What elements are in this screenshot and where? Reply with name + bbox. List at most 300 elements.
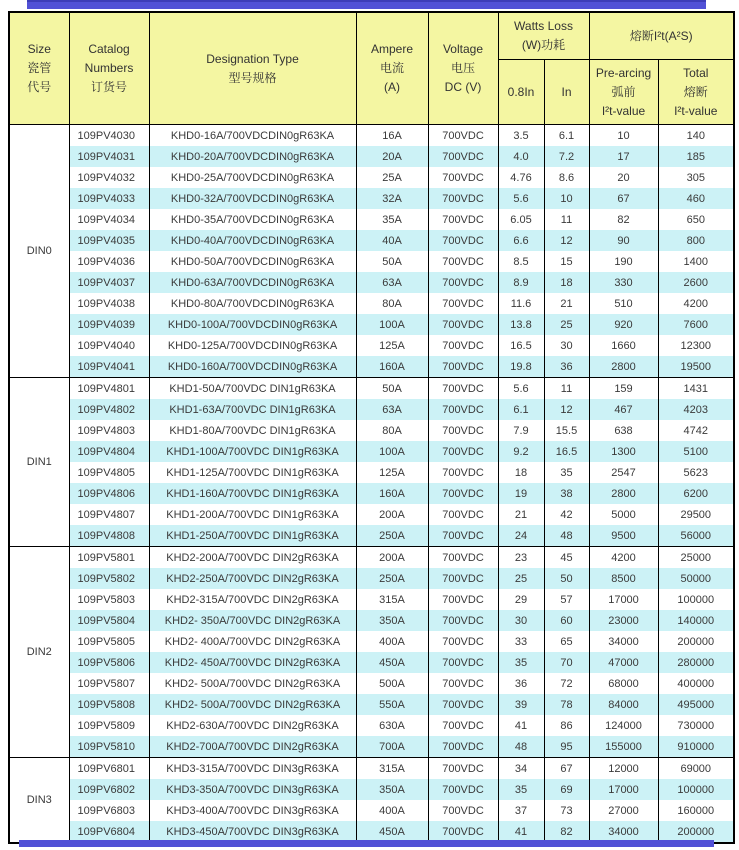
catalog-cell: 109PV4036 [69,251,149,272]
voltage-cell: 700VDC [428,504,498,525]
watts-08in-cell: 35 [498,779,544,800]
header-prearcing-line1: Pre-arcing [595,65,652,80]
table-row [9,631,734,652]
watts-in-cell: 57 [544,589,589,610]
table-body [9,125,734,844]
watts-in-cell: 86 [544,715,589,736]
voltage-cell: 700VDC [428,610,498,631]
designation-cell: KHD2- 500A/700VDC DIN2gR63KA [149,673,356,694]
voltage-cell: 700VDC [428,652,498,673]
total-i2t-cell: 160000 [658,800,734,821]
table-row [9,694,734,715]
watts-in-cell: 7.2 [544,146,589,167]
catalog-cell: 109PV4033 [69,188,149,209]
designation-cell: KHD0-35A/700VDCDIN0gR63KA [149,209,356,230]
watts-08in-cell: 5.6 [498,378,544,400]
total-i2t-cell: 140000 [658,610,734,631]
ampere-cell: 160A [356,356,428,378]
header-voltage-line1: Voltage [442,42,484,56]
total-i2t-cell: 4200 [658,293,734,314]
watts-08in-cell: 39 [498,694,544,715]
table-row [9,399,734,420]
header-size-line2: 瓷管 [27,61,52,75]
watts-08in-cell: 4.76 [498,167,544,188]
designation-cell: KHD3-400A/700VDC DIN3gR63KA [149,800,356,821]
table-row [9,673,734,694]
header-size-line1: Size [27,42,51,56]
table-row [9,420,734,441]
prearcing-i2t-cell: 10 [589,125,658,147]
ampere-cell: 630A [356,715,428,736]
header-voltage-line3: DC (V) [444,80,482,94]
watts-08in-cell: 21 [498,504,544,525]
designation-cell: KHD1-63A/700VDC DIN1gR63KA [149,399,356,420]
watts-in-cell: 35 [544,462,589,483]
watts-in-cell: 95 [544,736,589,758]
watts-08in-cell: 41 [498,715,544,736]
ampere-cell: 200A [356,504,428,525]
table-row [9,293,734,314]
watts-in-cell: 82 [544,821,589,843]
col-header-in: In [544,60,589,125]
table-row [9,547,734,569]
watts-08in-cell: 4.0 [498,146,544,167]
total-i2t-cell: 5623 [658,462,734,483]
total-i2t-cell: 69000 [658,758,734,780]
watts-08in-cell: 6.1 [498,399,544,420]
total-i2t-cell: 400000 [658,673,734,694]
col-header-08in: 0.8In [498,60,544,125]
total-i2t-cell: 910000 [658,736,734,758]
watts-08in-cell: 23 [498,547,544,569]
watts-in-cell: 45 [544,547,589,569]
table-row [9,209,734,230]
watts-in-cell: 78 [544,694,589,715]
table-row [9,441,734,462]
total-i2t-cell: 495000 [658,694,734,715]
prearcing-i2t-cell: 190 [589,251,658,272]
voltage-cell: 700VDC [428,272,498,293]
watts-in-cell: 18 [544,272,589,293]
watts-in-cell: 60 [544,610,589,631]
total-i2t-cell: 5100 [658,441,734,462]
designation-cell: KHD1-160A/700VDC DIN1gR63KA [149,483,356,504]
watts-08in-cell: 19.8 [498,356,544,378]
col-header-watts-loss [498,12,589,60]
table-row [9,251,734,272]
total-i2t-cell: 1400 [658,251,734,272]
watts-08in-cell: 11.6 [498,293,544,314]
table-row [9,188,734,209]
prearcing-i2t-cell: 90 [589,230,658,251]
watts-in-cell: 48 [544,525,589,547]
catalog-cell: 109PV5807 [69,673,149,694]
designation-cell: KHD0-80A/700VDCDIN0gR63KA [149,293,356,314]
header-designation-line2: 型号规格 [228,70,277,85]
catalog-cell: 109PV4034 [69,209,149,230]
ampere-cell: 80A [356,293,428,314]
catalog-cell: 109PV5810 [69,736,149,758]
col-header-voltage [428,12,498,125]
catalog-cell: 109PV4031 [69,146,149,167]
header-ampere-line1: Ampere [370,42,414,56]
watts-08in-cell: 25 [498,568,544,589]
fuse-spec-table [8,11,735,844]
catalog-cell: 109PV5803 [69,589,149,610]
watts-08in-cell: 29 [498,589,544,610]
ampere-cell: 250A [356,568,428,589]
size-group-cell: DIN1 [9,378,69,547]
voltage-cell: 700VDC [428,483,498,504]
watts-in-cell: 25 [544,314,589,335]
prearcing-i2t-cell: 124000 [589,715,658,736]
watts-in-cell: 50 [544,568,589,589]
watts-08in-cell: 9.2 [498,441,544,462]
table-row [9,736,734,758]
voltage-cell: 700VDC [428,125,498,147]
header-ampere-line3: (A) [384,80,400,94]
watts-in-cell: 10 [544,188,589,209]
catalog-cell: 109PV4807 [69,504,149,525]
voltage-cell: 700VDC [428,420,498,441]
voltage-cell: 700VDC [428,314,498,335]
prearcing-i2t-cell: 17 [589,146,658,167]
watts-08in-cell: 35 [498,652,544,673]
voltage-cell: 700VDC [428,230,498,251]
designation-cell: KHD0-50A/700VDCDIN0gR63KA [149,251,356,272]
total-i2t-cell: 7600 [658,314,734,335]
voltage-cell: 700VDC [428,167,498,188]
voltage-cell: 700VDC [428,568,498,589]
total-i2t-cell: 56000 [658,525,734,547]
prearcing-i2t-cell: 84000 [589,694,658,715]
watts-in-cell: 65 [544,631,589,652]
catalog-cell: 109PV4032 [69,167,149,188]
watts-in-cell: 36 [544,356,589,378]
voltage-cell: 700VDC [428,631,498,652]
ampere-cell: 80A [356,420,428,441]
header-watts-line1: Watts Loss [514,19,573,33]
watts-08in-cell: 34 [498,758,544,780]
table-row [9,483,734,504]
designation-cell: KHD0-20A/700VDCDIN0gR63KA [149,146,356,167]
col-header-ampere [356,12,428,125]
ampere-cell: 315A [356,758,428,780]
ampere-cell: 400A [356,800,428,821]
catalog-cell: 109PV4801 [69,378,149,400]
voltage-cell: 700VDC [428,146,498,167]
watts-in-cell: 15 [544,251,589,272]
voltage-cell: 700VDC [428,715,498,736]
voltage-cell: 700VDC [428,462,498,483]
header-ampere-line2: 电流 [379,61,404,75]
header-prearcing-line3: I²t-value [601,103,646,118]
ampere-cell: 450A [356,821,428,843]
prearcing-i2t-cell: 8500 [589,568,658,589]
designation-cell: KHD0-16A/700VDCDIN0gR63KA [149,125,356,147]
catalog-cell: 109PV5801 [69,547,149,569]
watts-in-cell: 15.5 [544,420,589,441]
prearcing-i2t-cell: 82 [589,209,658,230]
designation-cell: KHD2-250A/700VDC DIN2gR63KA [149,568,356,589]
total-i2t-cell: 650 [658,209,734,230]
watts-08in-cell: 19 [498,483,544,504]
prearcing-i2t-cell: 23000 [589,610,658,631]
designation-cell: KHD1-250A/700VDC DIN1gR63KA [149,525,356,547]
ampere-cell: 550A [356,694,428,715]
total-i2t-cell: 50000 [658,568,734,589]
header-total-line2: 熔断 [683,84,708,99]
voltage-cell: 700VDC [428,188,498,209]
designation-cell: KHD2-200A/700VDC DIN2gR63KA [149,547,356,569]
table-row [9,589,734,610]
prearcing-i2t-cell: 5000 [589,504,658,525]
prearcing-i2t-cell: 467 [589,399,658,420]
catalog-cell: 109PV4037 [69,272,149,293]
ampere-cell: 100A [356,441,428,462]
watts-08in-cell: 6.05 [498,209,544,230]
ampere-cell: 450A [356,652,428,673]
prearcing-i2t-cell: 2547 [589,462,658,483]
watts-08in-cell: 41 [498,821,544,843]
catalog-cell: 109PV6804 [69,821,149,843]
header-total-line1: Total [683,65,709,80]
col-header-prearcing [589,60,658,125]
designation-cell: KHD1-100A/700VDC DIN1gR63KA [149,441,356,462]
ampere-cell: 63A [356,399,428,420]
ampere-cell: 32A [356,188,428,209]
catalog-cell: 109PV4806 [69,483,149,504]
catalog-cell: 109PV5805 [69,631,149,652]
col-header-size [9,12,69,125]
designation-cell: KHD0-125A/700VDCDIN0gR63KA [149,335,356,356]
header-size-line3: 代号 [27,80,52,94]
designation-cell: KHD1-80A/700VDC DIN1gR63KA [149,420,356,441]
watts-in-cell: 73 [544,800,589,821]
prearcing-i2t-cell: 12000 [589,758,658,780]
header-total-line3: I²t-value [674,103,718,118]
prearcing-i2t-cell: 17000 [589,779,658,800]
catalog-cell: 109PV6803 [69,800,149,821]
watts-in-cell: 38 [544,483,589,504]
designation-cell: KHD3-450A/700VDC DIN3gR63KA [149,821,356,843]
prearcing-i2t-cell: 638 [589,420,658,441]
prearcing-i2t-cell: 2800 [589,483,658,504]
voltage-cell: 700VDC [428,356,498,378]
prearcing-i2t-cell: 155000 [589,736,658,758]
designation-cell: KHD2-630A/700VDC DIN2gR63KA [149,715,356,736]
ampere-cell: 315A [356,589,428,610]
bottom-accent-bar [19,840,714,847]
size-group-cell: DIN0 [9,125,69,378]
total-i2t-cell: 2600 [658,272,734,293]
voltage-cell: 700VDC [428,673,498,694]
ampere-cell: 125A [356,335,428,356]
designation-cell: KHD2- 450A/700VDC DIN2gR63KA [149,652,356,673]
catalog-cell: 109PV4038 [69,293,149,314]
watts-08in-cell: 13.8 [498,314,544,335]
watts-in-cell: 30 [544,335,589,356]
table-row [9,779,734,800]
watts-08in-cell: 7.9 [498,420,544,441]
prearcing-i2t-cell: 20 [589,167,658,188]
voltage-cell: 700VDC [428,399,498,420]
header-designation-line1: Designation Type [206,51,299,66]
catalog-cell: 109PV4803 [69,420,149,441]
designation-cell: KHD2- 500A/700VDC DIN2gR63KA [149,694,356,715]
size-group-cell: DIN2 [9,547,69,758]
prearcing-i2t-cell: 67 [589,188,658,209]
col-header-catalog [69,12,149,125]
table-row [9,652,734,673]
catalog-cell: 109PV5802 [69,568,149,589]
ampere-cell: 40A [356,230,428,251]
ampere-cell: 350A [356,779,428,800]
voltage-cell: 700VDC [428,779,498,800]
ampere-cell: 63A [356,272,428,293]
designation-cell: KHD0-25A/700VDCDIN0gR63KA [149,167,356,188]
ampere-cell: 500A [356,673,428,694]
voltage-cell: 700VDC [428,800,498,821]
catalog-cell: 109PV5806 [69,652,149,673]
total-i2t-cell: 100000 [658,779,734,800]
header-catalog-line1: Catalog [88,42,130,56]
total-i2t-cell: 6200 [658,483,734,504]
total-i2t-cell: 280000 [658,652,734,673]
watts-08in-cell: 3.5 [498,125,544,147]
catalog-cell: 109PV4802 [69,399,149,420]
table-row [9,146,734,167]
voltage-cell: 700VDC [428,378,498,400]
watts-08in-cell: 36 [498,673,544,694]
total-i2t-cell: 12300 [658,335,734,356]
ampere-cell: 200A [356,547,428,569]
ampere-cell: 250A [356,525,428,547]
prearcing-i2t-cell: 920 [589,314,658,335]
voltage-cell: 700VDC [428,547,498,569]
watts-in-cell: 12 [544,399,589,420]
ampere-cell: 35A [356,209,428,230]
designation-cell: KHD0-40A/700VDCDIN0gR63KA [149,230,356,251]
prearcing-i2t-cell: 27000 [589,800,658,821]
catalog-cell: 109PV4804 [69,441,149,462]
watts-08in-cell: 5.6 [498,188,544,209]
voltage-cell: 700VDC [428,525,498,547]
prearcing-i2t-cell: 330 [589,272,658,293]
total-i2t-cell: 305 [658,167,734,188]
prearcing-i2t-cell: 47000 [589,652,658,673]
prearcing-i2t-cell: 159 [589,378,658,400]
table-row [9,758,734,780]
ampere-cell: 700A [356,736,428,758]
table-row [9,335,734,356]
table-row [9,568,734,589]
prearcing-i2t-cell: 9500 [589,525,658,547]
watts-08in-cell: 6.6 [498,230,544,251]
watts-08in-cell: 24 [498,525,544,547]
watts-08in-cell: 48 [498,736,544,758]
table-row [9,715,734,736]
ampere-cell: 400A [356,631,428,652]
prearcing-i2t-cell: 1660 [589,335,658,356]
col-header-total [658,60,734,125]
catalog-cell: 109PV5809 [69,715,149,736]
size-group-cell: DIN3 [9,758,69,844]
voltage-cell: 700VDC [428,694,498,715]
catalog-cell: 109PV4041 [69,356,149,378]
total-i2t-cell: 200000 [658,631,734,652]
voltage-cell: 700VDC [428,589,498,610]
total-i2t-cell: 800 [658,230,734,251]
total-i2t-cell: 140 [658,125,734,147]
designation-cell: KHD3-350A/700VDC DIN3gR63KA [149,779,356,800]
table-row [9,125,734,147]
catalog-cell: 109PV4808 [69,525,149,547]
designation-cell: KHD0-32A/700VDCDIN0gR63KA [149,188,356,209]
table-row [9,525,734,547]
designation-cell: KHD1-200A/700VDC DIN1gR63KA [149,504,356,525]
catalog-cell: 109PV5808 [69,694,149,715]
designation-cell: KHD2- 400A/700VDC DIN2gR63KA [149,631,356,652]
catalog-cell: 109PV5804 [69,610,149,631]
total-i2t-cell: 200000 [658,821,734,843]
total-i2t-cell: 1431 [658,378,734,400]
header-watts-line2: (W)功耗 [521,38,566,52]
catalog-cell: 109PV4030 [69,125,149,147]
table-row [9,378,734,400]
watts-08in-cell: 8.9 [498,272,544,293]
header-i2t-label: 熔断I²t(A²S) [629,28,693,43]
prearcing-i2t-cell: 1300 [589,441,658,462]
ampere-cell: 50A [356,251,428,272]
designation-cell: KHD0-160A/700VDCDIN0gR63KA [149,356,356,378]
total-i2t-cell: 185 [658,146,734,167]
header-catalog-line2: Numbers [84,61,134,75]
ampere-cell: 125A [356,462,428,483]
designation-cell: KHD3-315A/700VDC DIN3gR63KA [149,758,356,780]
watts-08in-cell: 33 [498,631,544,652]
ampere-cell: 50A [356,378,428,400]
table-row [9,167,734,188]
total-i2t-cell: 460 [658,188,734,209]
watts-08in-cell: 37 [498,800,544,821]
catalog-cell: 109PV6802 [69,779,149,800]
ampere-cell: 16A [356,125,428,147]
voltage-cell: 700VDC [428,251,498,272]
total-i2t-cell: 4742 [658,420,734,441]
prearcing-i2t-cell: 68000 [589,673,658,694]
watts-in-cell: 12 [544,230,589,251]
table-row [9,272,734,293]
header-prearcing-line2: 弧前 [611,84,636,99]
designation-cell: KHD2-700A/700VDC DIN2gR63KA [149,736,356,758]
top-accent-bar [27,0,706,9]
watts-in-cell: 11 [544,378,589,400]
table-row [9,610,734,631]
table-row [9,314,734,335]
watts-in-cell: 67 [544,758,589,780]
designation-cell: KHD1-125A/700VDC DIN1gR63KA [149,462,356,483]
ampere-cell: 20A [356,146,428,167]
prearcing-i2t-cell: 510 [589,293,658,314]
watts-in-cell: 72 [544,673,589,694]
table-header [9,12,734,125]
table-row [9,230,734,251]
watts-in-cell: 70 [544,652,589,673]
voltage-cell: 700VDC [428,335,498,356]
table-row [9,504,734,525]
voltage-cell: 700VDC [428,441,498,462]
